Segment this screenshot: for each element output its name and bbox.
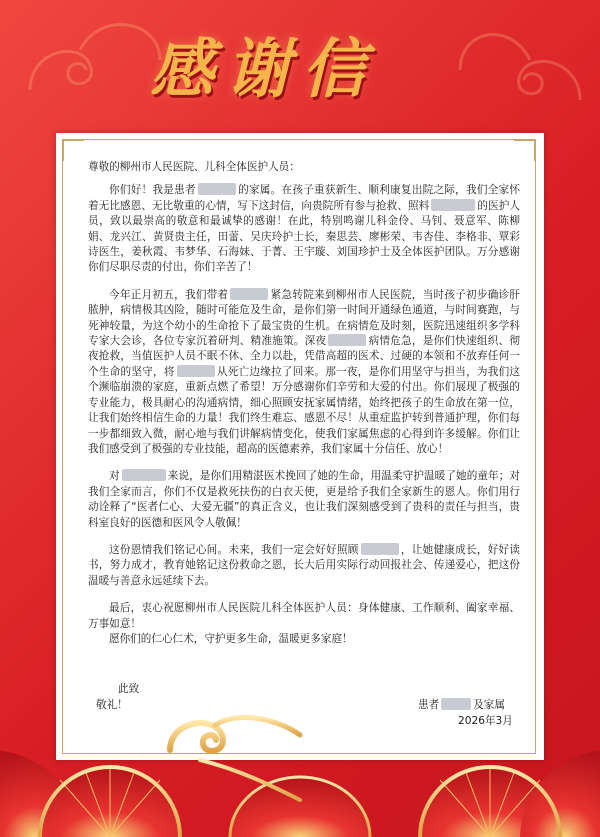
paragraph-1: 你们好！我是患者 的家属。在孩子重获新生、顺利康复出院之际，我们全家怀着无比感恩、无比敬重的心情，写下这封信，向贵院所有参与抢救、照料 的医护人员，致以最崇高的敬意和最诚挚的感谢！在此，特别鸣谢儿科金伶、马钊、聂意军、陈柳娟、龙兴江、黄贤贵主任，田蕾、吴庆玲护士长，秦思芸、廖彬荣、韦杏佳、李格非、覃彩诗医生，姜秋霞、韦梦华、石海妹、于菁、王宇璇、刘国珍护士及全体医护团队。万分感谢你们尽职尽责的付出，你们辛苦了！	[88, 184, 521, 274]
redaction-mark	[361, 543, 399, 555]
signer: 患者 及家属	[418, 699, 505, 711]
fan-and-cloud-decoration-icon	[0, 690, 600, 837]
redaction-mark	[230, 288, 268, 300]
paragraph-2: 今年正月初五，我们带着 紧急转院来到柳州市人民医院，当时孩子初步确诊肝脓肿，病情极其凶险，随时可能危及生命，是你们第一时间开通绿色通道，与时间赛跑，与死神较量，为这个幼小的生命抢下了最宝贵的生机。在病情危及时刻，医院迅速组织多学科专家大会诊，各位专家沉着研判、精准施策。深夜 病情危急，是你们快速组织、彻夜抢救，当值医护人员不眠不休、全力以赴，凭借高超的医术、过硬的本领和不放弃任何一个生命的坚守，将 从死亡边缘拉了回来。那一夜，是你们用坚守与担当，为我们这个濒临崩溃的家庭，重新点燃了希望！万分感谢你们辛劳和大爱的付出。你们展现了极强的专业能力，极具耐心的沟通病情，细心照顾安抚家属情绪，始终把孩子的生命放在第一位，让我们始终相信生命的力量！我们终生难忘、感恩不尽！从重症监护转到普通护理，你们每一步都细致入微，耐心地与我们讲解病情变化，使我们家属焦虑的心得到许多缓解。你们让我们感受到了极强的专业技能，超高的医德素养，我们家属十分信任、放心！	[88, 288, 521, 455]
corner-ornament-icon	[62, 139, 84, 161]
corner-ornament-icon	[514, 139, 536, 161]
redaction-mark	[198, 183, 236, 195]
letter-body	[88, 160, 520, 647]
redaction-mark	[122, 469, 166, 481]
cloud-swirl-top-left-icon	[20, 10, 170, 110]
redaction-mark	[431, 199, 475, 211]
redaction-mark	[177, 365, 215, 377]
paragraph-6: 愿你们的仁心仁术，守护更多生命，温暖更多家庭！	[109, 632, 353, 645]
letter-date: 2026年3月	[458, 715, 513, 727]
closing-line-1: 此致	[118, 683, 140, 695]
paragraph-3: 对 来说，是你们用精湛医术挽回了她的生命，用温柔守护温暖了她的童年；对我们全家而言，你们不仅是救死扶伤的白衣天使，更是给予我们全家新生的恩人。你们用行动诠释了“医者仁心、大爱无疆”的真正含义，也让我们深刻感受到了贵科的责任与担当，贵科室良好的医德和医风令人敬佩！	[88, 470, 521, 529]
paragraph-4: 这份恩情我们铭记心间。未来，我们一定会好好照顾 ，让她健康成长，好好读书，努力成才，教育她铭记这份救命之恩，长大后用实际行动回报社会、传递爱心，把这份温暖与善意永远延续下去。	[88, 543, 521, 587]
letter-title: 感谢信	[150, 32, 378, 107]
paragraph-5: 最后，衷心祝愿柳州市人民医院儿科全体医护人员：身体健康、工作顺利、阖家幸福、万事如意！	[88, 602, 520, 630]
closing-line-2: 敬礼！	[96, 699, 128, 711]
redaction-mark	[328, 334, 366, 346]
salutation: 尊敬的柳州市人民医院、儿科全体医护人员：	[88, 161, 300, 173]
